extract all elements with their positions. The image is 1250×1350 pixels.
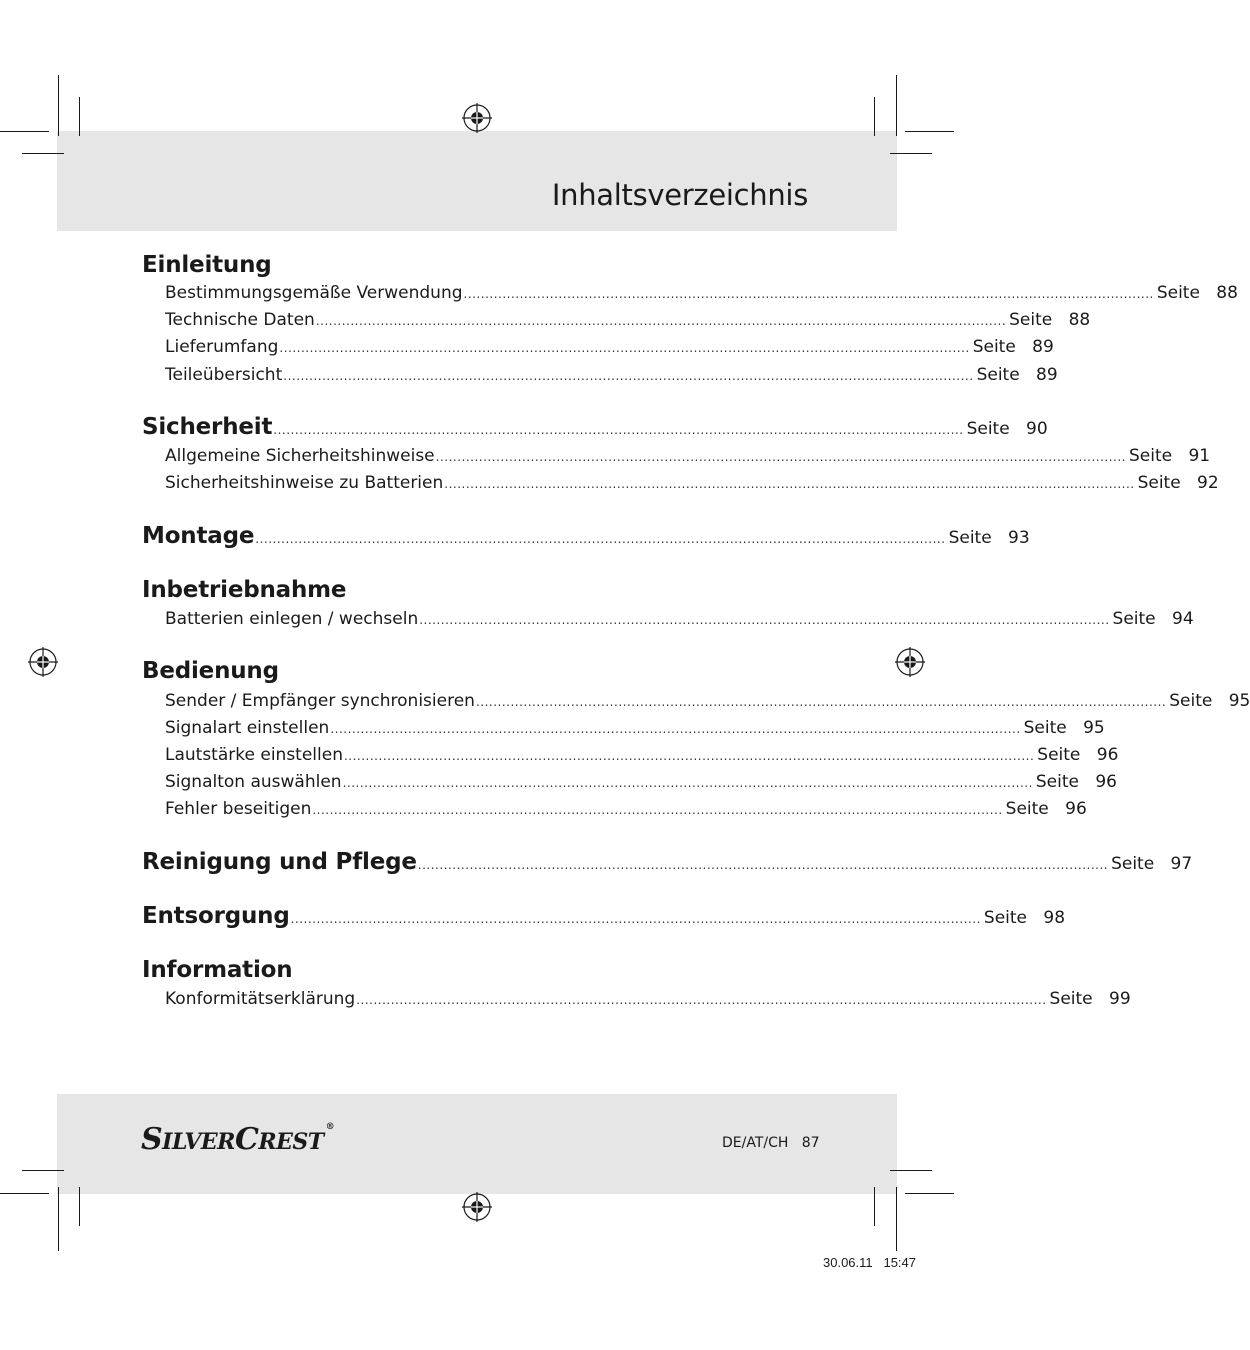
- page-number: 91: [1188, 446, 1211, 466]
- toc-heading-reinigung[interactable]: [142, 849, 1193, 875]
- toc-entry-label: Fehler beseitigen: [165, 799, 312, 819]
- toc-entry[interactable]: [165, 473, 1219, 493]
- toc-entry-label: Bestimmungsgemäße Verwendung: [165, 283, 463, 303]
- page-number: 89: [1032, 337, 1054, 357]
- seite-label: Seite: [1035, 772, 1079, 792]
- toc-entry-label: Lautstärke einstellen: [165, 745, 343, 765]
- toc-heading-label: Montage: [142, 523, 255, 549]
- leader-dots: ................................................................................................................................................................: [419, 613, 1110, 627]
- page-number: 88: [1216, 283, 1238, 303]
- toc-entry[interactable]: [165, 772, 1117, 792]
- seite-label: Seite: [1009, 310, 1053, 330]
- seite-label: Seite: [1023, 718, 1067, 738]
- seite-label: Seite: [1037, 745, 1081, 765]
- page-number: 93: [1008, 528, 1030, 548]
- leader-dots: ................................................................................................................................................................: [312, 803, 1003, 817]
- toc-entry[interactable]: [165, 446, 1211, 466]
- toc-entry[interactable]: [165, 609, 1194, 629]
- toc-heading-label: Sicherheit: [142, 414, 273, 440]
- seite-label: Seite: [1128, 446, 1173, 466]
- toc-entry-label: Signalton auswählen: [165, 772, 342, 792]
- seite-label: Seite: [1111, 854, 1155, 874]
- toc-entry[interactable]: [165, 283, 1238, 303]
- leader-dots: ................................................................................................................................................................: [475, 695, 1167, 709]
- page-number: 95: [1228, 691, 1250, 711]
- toc-entry[interactable]: [165, 365, 1058, 385]
- seite-label: Seite: [1005, 799, 1049, 819]
- toc-heading-bedienung[interactable]: Bedienung: [142, 658, 279, 684]
- toc-entry[interactable]: [165, 337, 1054, 357]
- toc-heading-inbetriebnahme[interactable]: Inbetriebnahme: [142, 577, 347, 603]
- seite-label: Seite: [983, 908, 1028, 928]
- toc-heading-entsorgung[interactable]: [142, 903, 1066, 929]
- seite-label: Seite: [976, 365, 1020, 385]
- leader-dots: ................................................................................................................................................................: [273, 423, 964, 437]
- leader-dots: ................................................................................................................................................................: [444, 477, 1135, 491]
- toc-entry[interactable]: [165, 310, 1091, 330]
- toc-entry[interactable]: [165, 799, 1087, 819]
- seite-label: Seite: [1156, 283, 1200, 303]
- toc-heading-label: Entsorgung: [142, 903, 290, 929]
- page-number: 96: [1065, 799, 1087, 819]
- seite-label: Seite: [1137, 473, 1181, 493]
- leader-dots: ................................................................................................................................................................: [417, 858, 1109, 872]
- page-number: 97: [1170, 854, 1193, 874]
- leader-dots: ................................................................................................................................................................: [290, 912, 981, 926]
- seite-label: Seite: [972, 337, 1016, 357]
- language-page-number: DE/AT/CH 87: [722, 1135, 820, 1151]
- toc-entry-label: Sicherheitshinweise zu Batterien: [165, 473, 444, 493]
- toc-entry-label: Allgemeine Sicherheitshinweise: [165, 446, 435, 466]
- seite-label: Seite: [966, 419, 1010, 439]
- page-number: 96: [1096, 745, 1119, 765]
- page-number: 98: [1043, 908, 1066, 928]
- leader-dots: ................................................................................................................................................................: [255, 532, 946, 546]
- toc-entry-label: Teileübersicht: [165, 365, 283, 385]
- toc-entry-label: Technische Daten: [165, 310, 315, 330]
- toc-heading-sicherheit[interactable]: [142, 414, 1048, 440]
- page-number: 90: [1026, 419, 1048, 439]
- page-number: 89: [1036, 365, 1058, 385]
- toc-heading-montage[interactable]: [142, 523, 1030, 549]
- seite-label: Seite: [1049, 989, 1093, 1009]
- silvercrest-logo: SILVERCREST®: [141, 1122, 335, 1157]
- toc-entry-label: Signalart einstellen: [165, 718, 330, 738]
- leader-dots: ................................................................................................................................................................: [315, 314, 1007, 328]
- toc-heading-label: Reinigung und Pflege: [142, 849, 417, 875]
- page-title: Inhaltsverzeichnis: [551, 178, 808, 212]
- print-timestamp: 30.06.11 15:47: [823, 1255, 917, 1270]
- seite-label: Seite: [1169, 691, 1213, 711]
- toc-heading-einleitung[interactable]: Einleitung: [142, 252, 272, 278]
- leader-dots: ................................................................................................................................................................: [435, 450, 1126, 464]
- leader-dots: ................................................................................................................................................................: [330, 722, 1021, 736]
- toc-entry-label: Sender / Empfänger synchronisieren: [165, 691, 475, 711]
- leader-dots: ................................................................................................................................................................: [342, 776, 1033, 790]
- toc-heading-information[interactable]: Information: [142, 957, 293, 983]
- page-number: 94: [1172, 609, 1194, 629]
- page-number: 92: [1197, 473, 1219, 493]
- page-number: 96: [1095, 772, 1117, 792]
- toc-entry[interactable]: [165, 745, 1119, 765]
- toc-entry[interactable]: [165, 989, 1131, 1009]
- page-number: 88: [1068, 310, 1091, 330]
- leader-dots: ................................................................................................................................................................: [279, 341, 970, 355]
- toc-entry-label: Konformitätserklärung: [165, 989, 356, 1009]
- leader-dots: ................................................................................................................................................................: [283, 369, 974, 383]
- toc-entry-label: Lieferumfang: [165, 337, 279, 357]
- toc-entry[interactable]: [165, 718, 1105, 738]
- seite-label: Seite: [1112, 609, 1156, 629]
- seite-label: Seite: [948, 528, 992, 548]
- leader-dots: ................................................................................................................................................................: [463, 287, 1154, 301]
- toc-entry[interactable]: [165, 691, 1250, 711]
- page-number: 99: [1109, 989, 1131, 1009]
- leader-dots: ................................................................................................................................................................: [343, 749, 1035, 763]
- toc-entry-label: Batterien einlegen / wechseln: [165, 609, 419, 629]
- leader-dots: ................................................................................................................................................................: [356, 993, 1047, 1007]
- page-number: 95: [1083, 718, 1105, 738]
